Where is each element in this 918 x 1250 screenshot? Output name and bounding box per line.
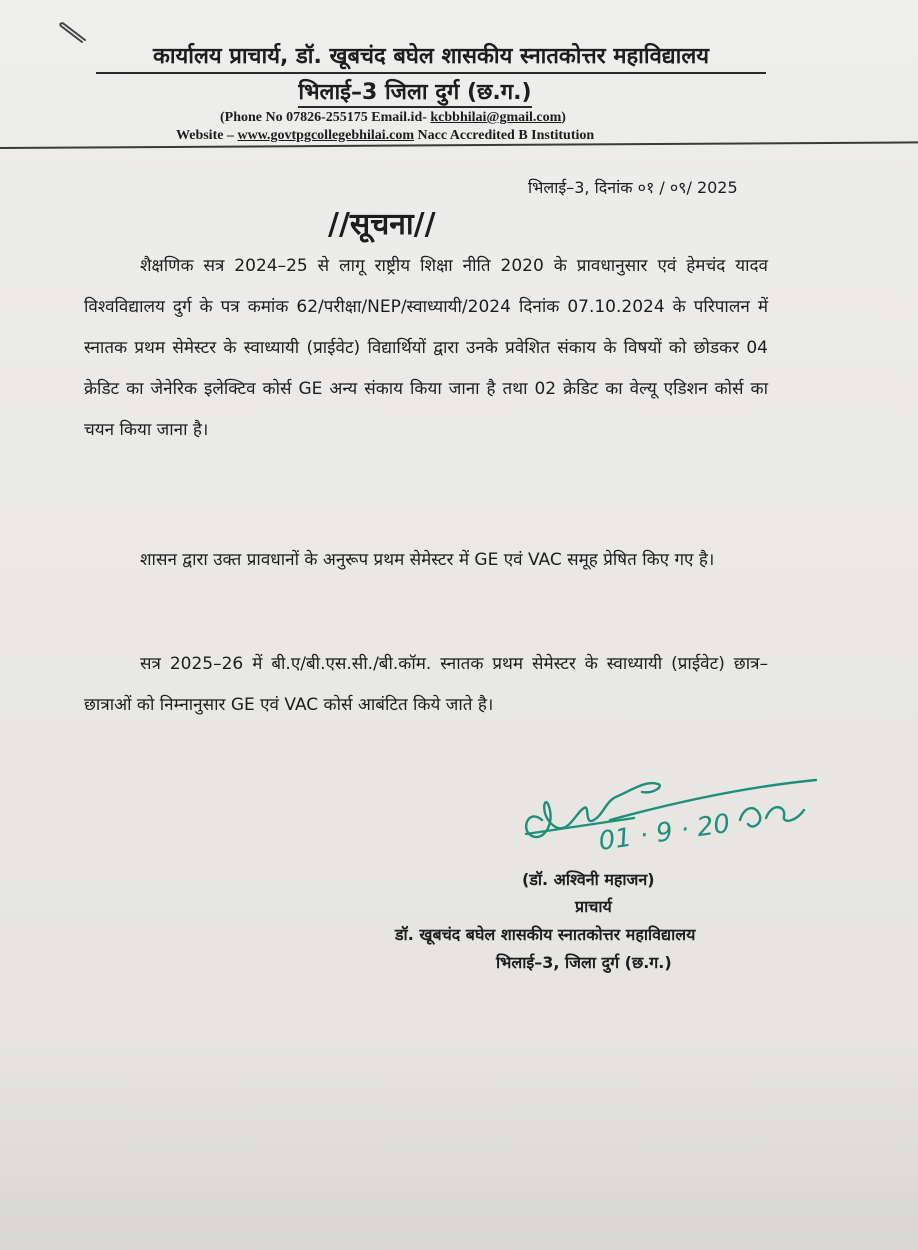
contact-prefix: (Phone No 07826-255175 Email.id- bbox=[220, 110, 431, 125]
paper-clip-icon bbox=[58, 22, 88, 48]
letterhead-website bbox=[176, 128, 594, 144]
letterhead-address bbox=[0, 76, 830, 106]
paragraph-1 bbox=[84, 246, 768, 451]
website-prefix: Website – bbox=[176, 128, 238, 143]
letterhead-contact bbox=[220, 110, 566, 126]
signatory-location: भिलाई–3, जिला दुर्ग (छ.ग.) bbox=[496, 953, 672, 972]
page-shadow bbox=[0, 1040, 918, 1250]
signatory-institution: डॉ. खूबचंद बघेल शासकीय स्नातकोत्तर महाविद्यालय bbox=[395, 925, 696, 944]
paragraph-3 bbox=[84, 644, 768, 726]
paragraph-2 bbox=[84, 540, 768, 581]
signatory-name: (डॉ. अश्विनी महाजन) bbox=[522, 870, 655, 889]
letterhead-title: कार्यालय प्राचार्य, डॉ. खूबचंद बघेल शासकीय स्नातकोत्तर महाविद्यालय bbox=[96, 40, 766, 74]
handwritten-signature bbox=[514, 760, 824, 860]
letterhead-address-text: भिलाई–3 जिला दुर्ग (छ.ग.) bbox=[298, 80, 531, 108]
paragraph-3-text: सत्र 2025–26 में बी.ए/बी.एस.सी./बी.कॉम. स्नातक प्रथम सेमेस्टर के स्वाध्यायी (प्राईवेट) छात्र–छात्राओं को निम्नानुसार GE एवं VAC कोर्स आबंटित किये जाते है। bbox=[84, 654, 768, 715]
contact-suffix: ) bbox=[561, 110, 566, 125]
svg-text:01 · 9 · 20: 01 · 9 · 20 bbox=[596, 808, 732, 857]
email-link[interactable]: kcbbhilai@gmail.com bbox=[430, 110, 562, 125]
accreditation-text: Nacc Accredited B Institution bbox=[414, 128, 595, 143]
paragraph-2-text: शासन द्वारा उक्त प्रावधानों के अनुरूप प्रथम सेमेस्टर में GE एवं VAC समूह प्रेषित किए गए है। bbox=[140, 550, 715, 570]
signatory-designation: प्राचार्य bbox=[575, 897, 612, 916]
website-link[interactable]: www.govtpgcollegebhilai.com bbox=[237, 128, 414, 143]
paragraph-1-text: शैक्षणिक सत्र 2024–25 से लागू राष्ट्रीय शिक्षा नीति 2020 के प्रावधानुसार एवं हेमचंद यादव विश्वविद्यालय दुर्ग के पत्र कमांक 62/परीक्षा/NEP/स्वाध्यायी/2024 दिनांक 07.10.2024 के परिपालन में स्नातक प्रथम सेमेस्टर के स्वाध्यायी (प्राईवेट) विद्यार्थियों द्वारा उनके प्रवेशित संकाय के विषयों को छोडकर 04 क्रेडिट का जेनेरिक इलेक्टिव कोर्स GE अन्य संकाय किया जाना है तथा 02 क्रेडिट का वेल्यू एडिशन कोर्स का चयन किया जाना है। bbox=[84, 256, 768, 440]
notice-title: //सूचना// bbox=[328, 207, 436, 242]
notice-date: भिलाई–3, दिनांक ०१ / ०९/ 2025 bbox=[528, 178, 738, 197]
